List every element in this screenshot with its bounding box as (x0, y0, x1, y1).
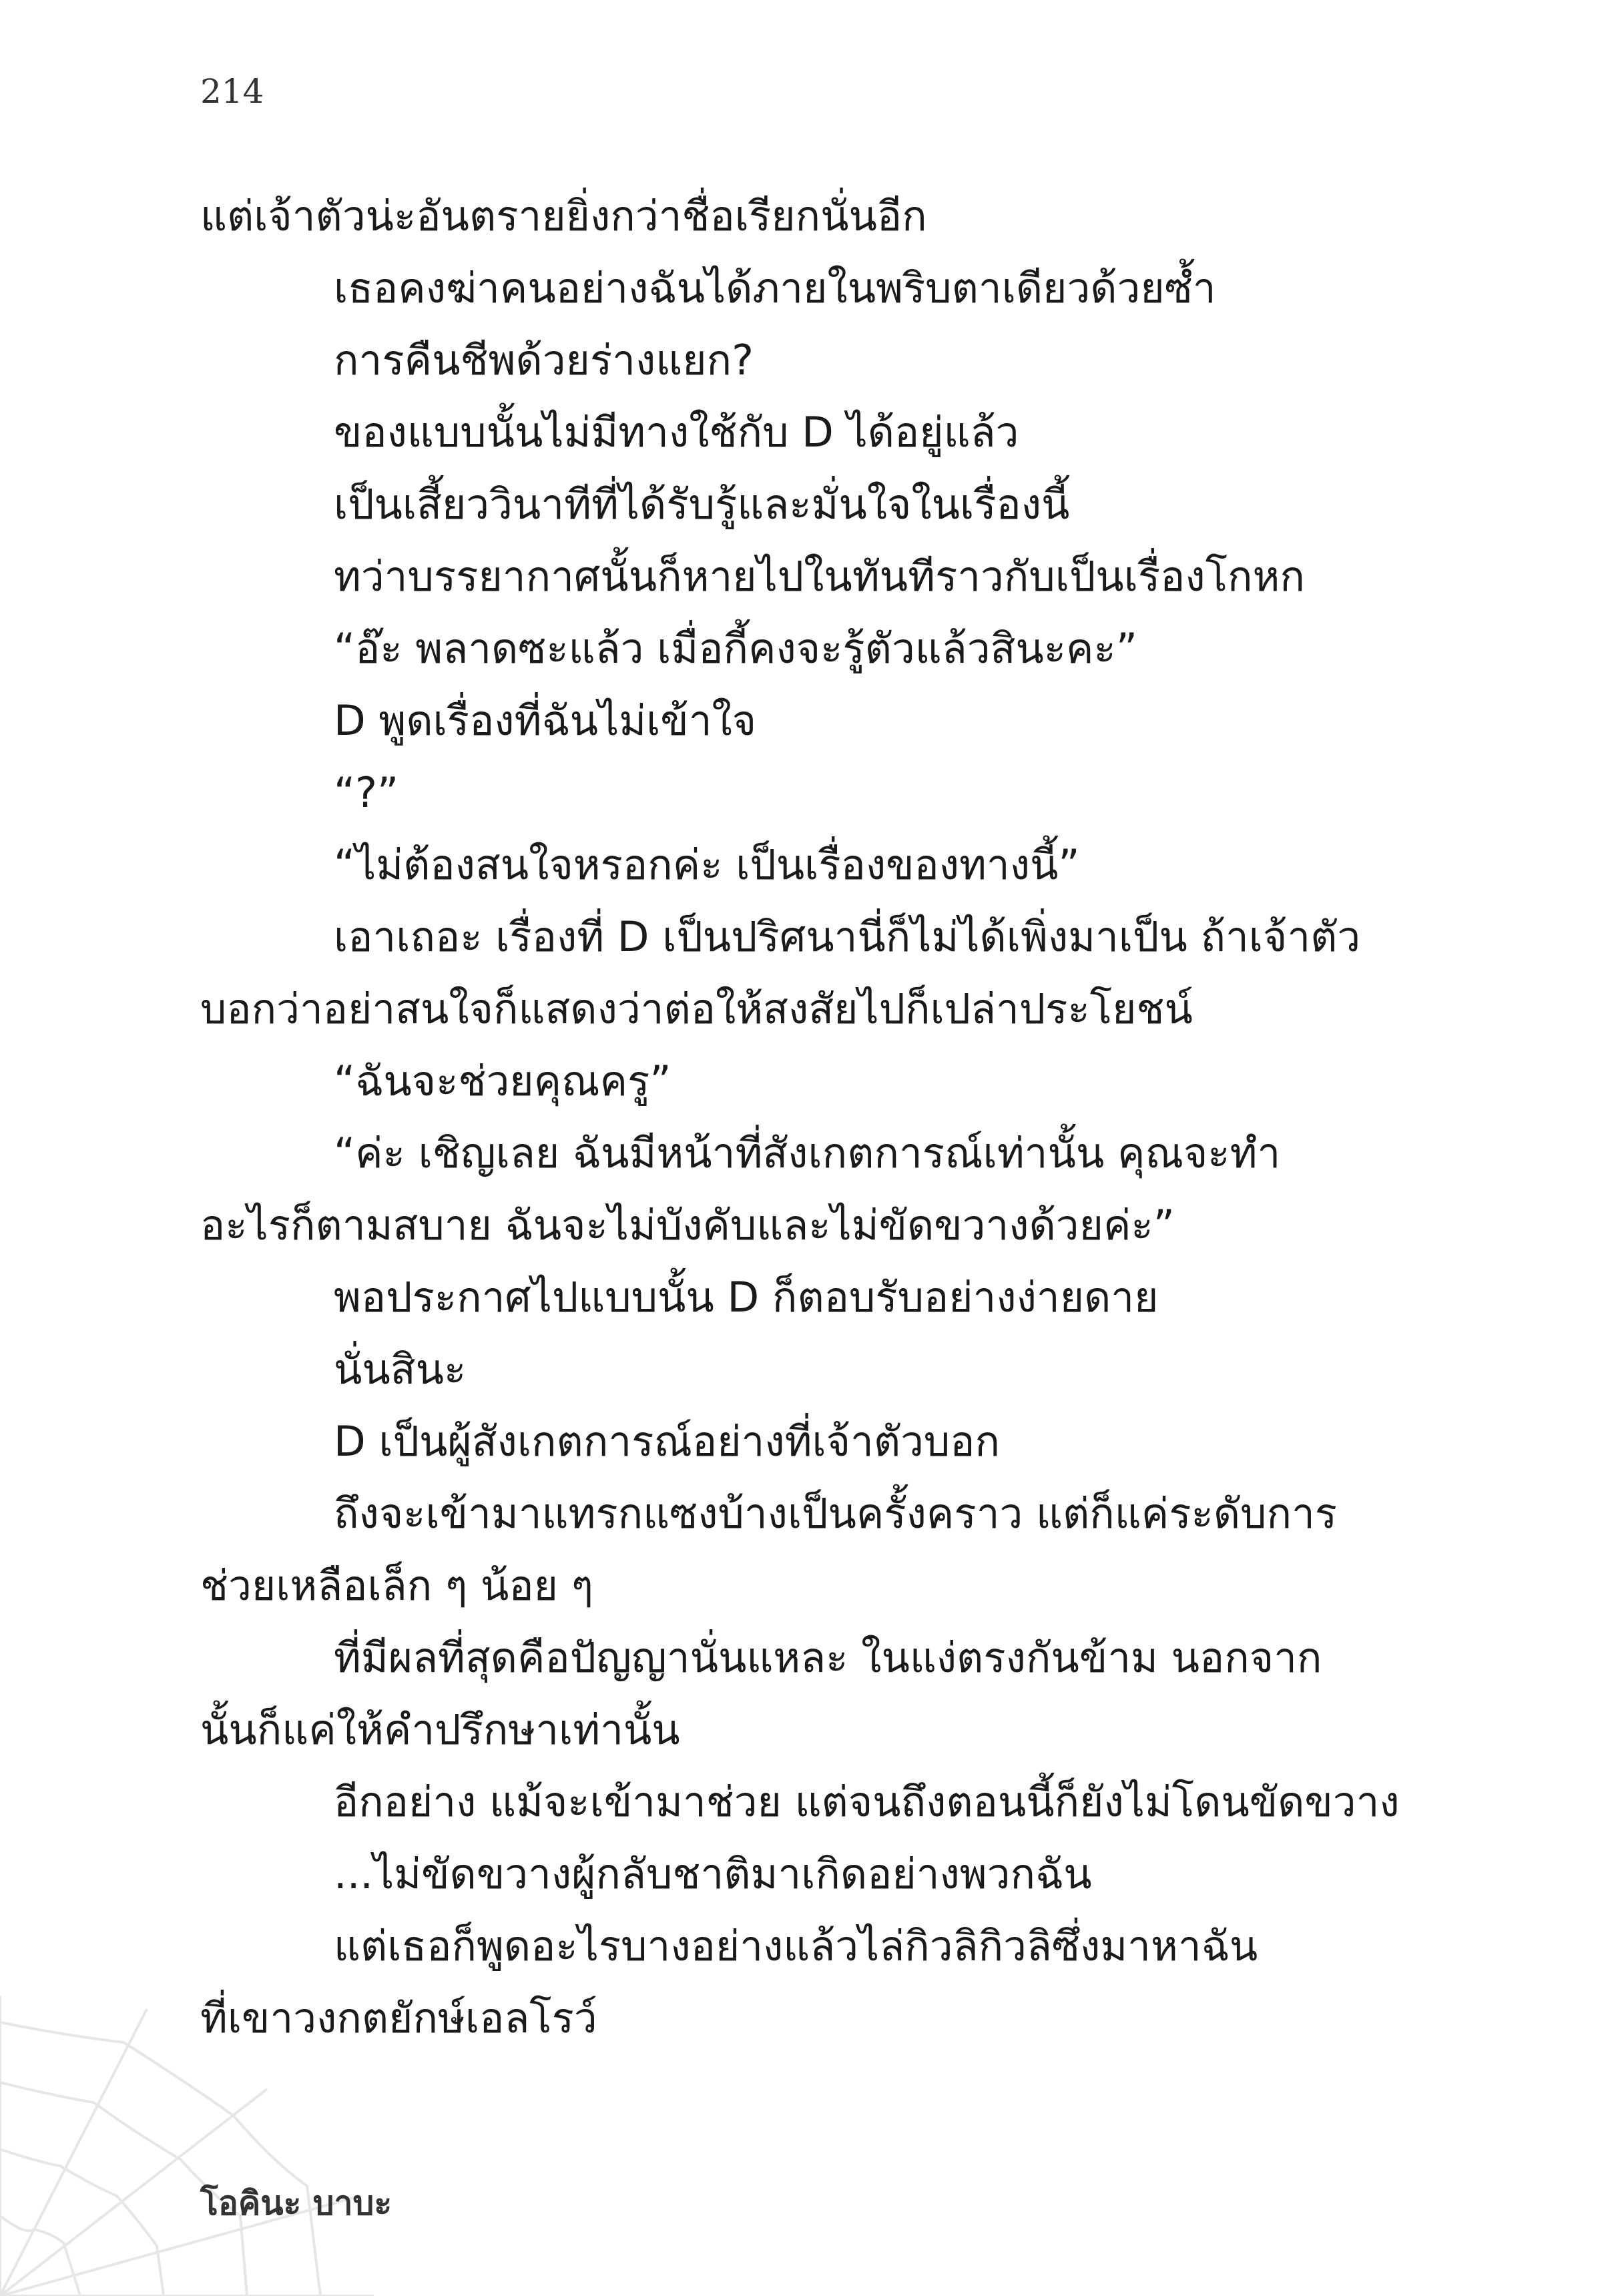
text-line: แต่เจ้าตัวน่ะอันตรายยิ่งกว่าชื่อเรียกนั่นอีก (200, 192, 927, 240)
text-line: พอประกาศไปแบบนั้น D ก็ตอบรับอย่างง่ายดาย (334, 1273, 1159, 1322)
text-line: ช่วยเหลือเล็ก ๆ น้อย ๆ (200, 1561, 593, 1610)
text-line: เอาเถอะ เรื่องที่ D เป็นปริศนานี่ก็ไม่ได้เพิ่งมาเป็น ถ้าเจ้าตัว (334, 912, 1361, 961)
body-text (200, 180, 1412, 2054)
text-line: “ค่ะ เชิญเลย ฉันมีหน้าที่สังเกตการณ์เท่านั้น คุณจะทำ (334, 1129, 1281, 1177)
author-name: โอคินะ บาบะ (200, 2184, 392, 2223)
text-line: เป็นเสี้ยววินาทีที่ได้รับรู้และมั่นใจในเรื่องนี้ (334, 480, 1070, 529)
text-line: นั้นก็แค่ให้คำปรึกษาเท่านั้น (200, 1705, 680, 1754)
text-line: บอกว่าอย่าสนใจก็แสดงว่าต่อให้สงสัยไปก็เปล่าประโยชน์ (200, 984, 1193, 1033)
text-line: ของแบบนั้นไม่มีทางใช้กับ D ได้อยู่แล้ว (334, 408, 1019, 457)
spiderweb-decoration (0, 1996, 374, 2296)
text-line: การคืนชีพด้วยร่างแยก? (334, 336, 754, 384)
page-number: 214 (200, 72, 264, 111)
text-line: เธอคงฆ่าคนอย่างฉันได้ภายในพริบตาเดียวด้วยซ้ำ (334, 264, 1216, 312)
text-line: “อ๊ะ พลาดซะแล้ว เมื่อกี้คงจะรู้ตัวแล้วสินะคะ” (334, 624, 1137, 673)
text-line: “ฉันจะช่วยคุณครู” (334, 1057, 671, 1105)
text-line: นั่นสินะ (334, 1345, 467, 1394)
text-line: อีกอย่าง แม้จะเข้ามาช่วย แต่จนถึงตอนนี้ก็ยังไม่โดนขัดขวาง (334, 1777, 1400, 1826)
text-line: อะไรก็ตามสบาย ฉันจะไม่บังคับและไม่ขัดขวางด้วยค่ะ” (200, 1201, 1175, 1249)
text-line: ถึงจะเข้ามาแทรกแซงบ้างเป็นครั้งคราว แต่ก็แค่ระดับการ (334, 1489, 1338, 1538)
text-line: แต่เธอก็พูดอะไรบางอย่างแล้วไล่กิวลิกิวลิซึ่งมาหาฉัน (334, 1922, 1258, 1970)
text-line: ที่เขาวงกตยักษ์เอลโรว์ (200, 1994, 597, 2042)
text-line: ทว่าบรรยากาศนั้นก็หายไปในทันทีราวกับเป็นเรื่องโกหก (334, 552, 1305, 601)
text-line: ที่มีผลที่สุดคือปัญญานั่นแหละ ในแง่ตรงกันข้าม นอกจาก (334, 1633, 1322, 1682)
text-line: “ไม่ต้องสนใจหรอกค่ะ เป็นเรื่องของทางนี้” (334, 840, 1080, 889)
text-line: “?” (334, 768, 399, 817)
text-line: ...ไม่ขัดขวางผู้กลับชาติมาเกิดอย่างพวกฉัน (334, 1849, 1092, 1898)
text-line: D พูดเรื่องที่ฉันไม่เข้าใจ (334, 696, 757, 745)
text-line: D เป็นผู้สังเกตการณ์อย่างที่เจ้าตัวบอก (334, 1417, 1001, 1466)
